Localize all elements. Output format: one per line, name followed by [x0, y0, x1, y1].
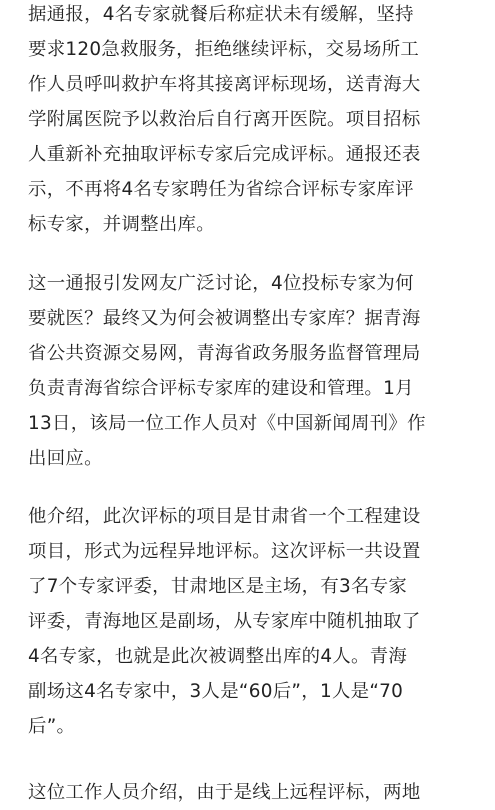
text-line: 据通报，4名专家就餐后称症状未有缓解，坚持: [28, 4, 414, 25]
text-line: 这位工作人员介绍，由于是线上远程评标，两地: [28, 782, 421, 803]
text-line: 学附属医院予以救治后自行离开医院。项目招标: [28, 109, 421, 130]
paragraph-1: [28, 0, 421, 242]
text-line: 人重新补充抽取评标专家后完成评标。通报还表: [28, 144, 421, 165]
text-line: 作人员呼叫救护车将其接离评标现场，送青海大: [28, 74, 421, 95]
text-line: 副场这4名专家中，3人是“60后”，1人是“70: [28, 681, 404, 702]
text-line: 4名专家，也就是此次被调整出库的4人。青海: [28, 646, 408, 667]
text-line: 他介绍，此次评标的项目是甘肃省一个工程建设: [28, 506, 421, 527]
text-line: 13日，该局一位工作人员对《中国新闻周刊》作: [28, 413, 426, 434]
text-line: 负责青海省综合评标专家库的建设和管理。1月: [28, 378, 414, 399]
text-line: 评委，青海地区是副场，从专家库中随机抽取了: [28, 611, 421, 632]
text-line: 要就医？最终又为何会被调整出专家库？据青海: [28, 308, 421, 329]
text-line: 了7个专家评委，甘肃地区是主场，有3名专家: [28, 576, 408, 597]
text-line: 标专家，并调整出库。: [28, 214, 215, 235]
text-line: 项目，形式为远程异地评标。这次评标一共设置: [28, 541, 421, 562]
text-line: 出回应。: [28, 448, 103, 469]
text-line: 后”。: [28, 716, 76, 737]
paragraph-4: [28, 775, 421, 810]
paragraph-3: [28, 499, 421, 744]
text-line: 省公共资源交易网，青海省政务服务监督管理局: [28, 343, 421, 364]
text-line: 示，不再将4名专家聘任为省综合评标专家库评: [28, 179, 414, 200]
text-line: 要求120急救服务，拒绝继续评标，交易场所工: [28, 39, 420, 60]
text-line: 这一通报引发网友广泛讨论，4位投标专家为何: [28, 273, 414, 294]
paragraph-2: [28, 266, 426, 476]
